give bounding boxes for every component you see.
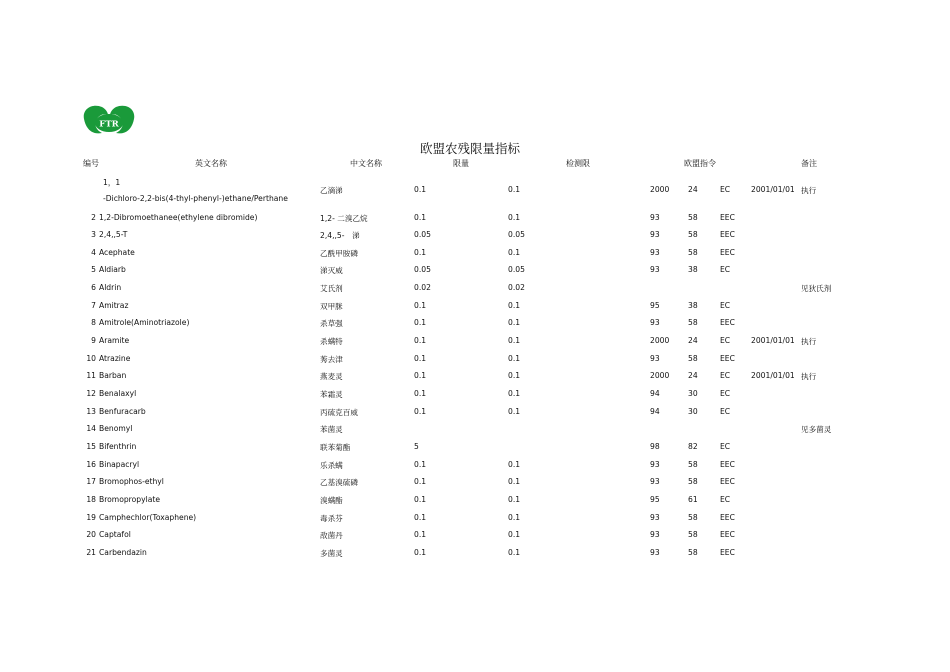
cell-english-name: Binapacryl [99,459,140,469]
cell-english-name: Benomyl [99,424,133,434]
cell-no: 17 [86,477,96,487]
cell-chinese-name: 乙基溴硫磷 [320,478,358,488]
cell-directive-type: EC [720,441,731,451]
cell-english-name: Bifenthrin [99,441,137,451]
cell-directive-year: 93 [650,530,660,540]
cell-limit: 0.02 [414,283,431,293]
cell-no: 8 [91,318,96,328]
cell-chinese-name: 乙酰甲胺磷 [320,248,358,258]
cell-limit: 0.1 [414,547,427,557]
cell-directive-type: EC [720,265,731,275]
cell-directive-year: 2000 [650,185,670,194]
cell-directive-number: 38 [688,265,698,275]
cell-chinese-name: 1,2- 二溴乙烷 [320,213,368,223]
cell-effective-date: 2001/01/01 [751,371,795,381]
cell-no: 21 [86,547,96,557]
cell-directive-type: EEC [720,547,735,557]
cell-limit: 0.1 [414,212,427,222]
cell-directive-number: 58 [688,353,698,363]
cell-detection-limit: 0.1 [508,389,521,398]
cell-directive-year: 98 [650,441,660,451]
header-limit: 限量 [453,159,469,168]
cell-no: 18 [86,494,96,504]
cell-note: 执行 [801,337,817,347]
cell-limit: 5 [414,441,419,451]
cell-chinese-name: 双甲脒 [320,301,343,311]
cell-note: 见多菌灵 [801,425,832,435]
cell-limit: 0.1 [414,512,427,522]
cell-english-name: Captafol [99,530,131,540]
cell-limit: 0.1 [414,494,427,504]
cell-limit: 0.1 [414,459,427,469]
cell-detection-limit: 0.1 [508,336,521,346]
cell-english-name: Amitrole(Aminotriazole) [99,318,190,328]
cell-chinese-name: 燕麦灵 [320,372,343,382]
cell-english-name: Benalaxyl [99,389,137,398]
cell-english-name: Aldiarb [99,265,126,275]
cell-directive-type: EC [720,300,731,310]
cell-english-name: Aldrin [99,283,122,293]
cell-chinese-name: 苯霜灵 [320,390,343,399]
cell-english-name: Benfuracarb [99,406,146,416]
cell-directive-year: 2000 [650,336,670,346]
cell-directive-type: EC [720,389,731,398]
cell-limit: 0.1 [414,406,427,416]
cell-directive-number: 24 [688,336,698,346]
header-note: 备注 [801,159,817,168]
cell-limit: 0.05 [414,230,431,240]
cell-directive-type: EC [720,494,731,504]
cell-no: 16 [86,459,96,469]
cell-directive-year: 94 [650,406,660,416]
cell-limit: 0.1 [414,185,427,194]
cell-detection-limit: 0.1 [508,371,521,381]
cell-directive-type: EEC [720,247,735,257]
cell-directive-year: 93 [650,547,660,557]
cell-no: 6 [91,283,96,293]
cell-chinese-name: 莠去津 [320,354,343,364]
cell-detection-limit: 0.1 [508,530,521,540]
cell-detection-limit: 0.05 [508,265,525,275]
cell-directive-number: 30 [688,406,698,416]
cell-no: 11 [86,371,96,381]
header-english-name: 英文名称 [195,159,227,168]
cell-directive-type: EC [720,185,731,194]
cell-directive-type: EEC [720,530,735,540]
cell-no: 2 [91,212,96,222]
cell-english-name: Amitraz [99,300,129,310]
company-logo [80,101,138,137]
cell-english-name: 2,4,,5-T [99,230,128,240]
header-eu-directive: 欧盟指令 [684,159,716,168]
cell-no: 13 [86,406,96,416]
cell-chinese-name: 联苯菊酯 [320,442,351,452]
cell-note: 执行 [801,372,817,382]
cell-detection-limit: 0.1 [508,247,521,257]
cell-directive-type: EEC [720,212,735,222]
cell-directive-year: 95 [650,494,660,504]
cell-english-name: Carbendazin [99,547,147,557]
cell-directive-year: 93 [650,512,660,522]
cell-chinese-name: 多菌灵 [320,548,343,558]
cell-limit: 0.1 [414,353,427,363]
ftr-logo-icon [80,101,138,137]
cell-directive-number: 58 [688,459,698,469]
cell-directive-type: EEC [720,318,735,328]
cell-detection-limit: 0.1 [508,477,521,487]
cell-directive-number: 24 [688,185,698,194]
cell-directive-number: 58 [688,530,698,540]
cell-directive-type: EC [720,336,731,346]
cell-detection-limit: 0.1 [508,494,521,504]
cell-chinese-name: 涕灭威 [320,266,343,276]
cell-no: 10 [86,353,96,363]
cell-chinese-name: 杀螨特 [320,337,343,347]
cell-chinese-name: 乙滴涕 [320,186,343,195]
cell-directive-number: 61 [688,494,698,504]
cell-directive-year: 93 [650,318,660,328]
cell-directive-year: 93 [650,477,660,487]
cell-detection-limit: 0.1 [508,185,521,194]
cell-directive-number: 38 [688,300,698,310]
cell-english-name: Aramite [99,336,130,346]
cell-chinese-name: 2,4,,5- 涕 [320,231,360,241]
cell-detection-limit: 0.02 [508,283,525,293]
cell-english-name: Atrazine [99,353,131,363]
cell-directive-number: 58 [688,477,698,487]
cell-directive-year: 93 [650,247,660,257]
cell-no: 14 [86,424,96,434]
cell-directive-number: 58 [688,547,698,557]
cell-directive-type: EC [720,371,731,381]
cell-chinese-name: 杀草强 [320,319,343,329]
cell-limit: 0.1 [414,247,427,257]
cell-directive-year: 93 [650,265,660,275]
cell-no: 7 [91,300,96,310]
cell-english-name: Acephate [99,247,135,257]
cell-directive-year: 93 [650,459,660,469]
cell-detection-limit: 0.1 [508,300,521,310]
cell-directive-number: 30 [688,389,698,398]
cell-chinese-name: 溴螨酯 [320,495,343,505]
cell-english-name: Barban [99,371,127,381]
cell-chinese-name: 丙硫克百威 [320,407,358,417]
cell-no: 19 [86,512,96,522]
cell-directive-number: 58 [688,230,698,240]
cell-chinese-name: 毒杀芬 [320,513,343,523]
cell-directive-year: 93 [650,353,660,363]
cell-english-name-line1: 1，1 [103,178,121,187]
cell-effective-date: 2001/01/01 [751,185,795,194]
cell-directive-type: EEC [720,477,735,487]
cell-english-name: 1,2-Dibromoethanee(ethylene dibromide) [99,212,258,222]
cell-chinese-name: 苯菌灵 [320,425,343,435]
cell-limit: 0.1 [414,477,427,487]
cell-detection-limit: 0.1 [508,512,521,522]
cell-directive-year: 94 [650,389,660,398]
cell-limit: 0.1 [414,336,427,346]
cell-chinese-name: 艾氏剂 [320,284,343,294]
cell-directive-type: EEC [720,512,735,522]
cell-no: 15 [86,441,96,451]
cell-limit: 0.05 [414,265,431,275]
cell-effective-date: 2001/01/01 [751,336,795,346]
header-chinese-name: 中文名称 [350,159,382,168]
cell-limit: 0.1 [414,318,427,328]
cell-no: 20 [86,530,96,540]
cell-no: 4 [91,247,96,257]
cell-detection-limit: 0.1 [508,353,521,363]
cell-directive-type: EEC [720,459,735,469]
cell-english-name: Camphechlor(Toxaphene) [99,512,197,522]
cell-limit: 0.1 [414,530,427,540]
cell-detection-limit: 0.05 [508,230,525,240]
cell-directive-year: 93 [650,212,660,222]
cell-directive-number: 58 [688,318,698,328]
header-no: 编号 [83,159,99,168]
cell-english-name: -Dichloro-2,2-bis(4-thyl-phenyl-)ethane/Perthane [103,194,288,203]
cell-limit: 0.1 [414,389,427,398]
cell-directive-year: 2000 [650,371,670,381]
cell-directive-number: 82 [688,441,698,451]
cell-detection-limit: 0.1 [508,212,521,222]
cell-english-name: Bromopropylate [99,494,161,504]
cell-english-name: Bromophos-ethyl [99,477,164,487]
cell-directive-number: 24 [688,371,698,381]
cell-directive-number: 58 [688,212,698,222]
cell-no: 9 [91,336,96,346]
cell-directive-number: 58 [688,247,698,257]
cell-directive-year: 93 [650,230,660,240]
cell-chinese-name: 乐杀螨 [320,460,343,470]
cell-no: 5 [91,265,96,275]
cell-directive-number: 58 [688,512,698,522]
logo-text: FTR [99,119,119,130]
cell-note: 执行 [801,186,817,195]
cell-directive-type: EC [720,406,731,416]
cell-chinese-name: 敌菌丹 [320,531,343,541]
cell-detection-limit: 0.1 [508,406,521,416]
cell-no: 3 [91,230,96,240]
page-title: 欧盟农残限量指标 [420,141,521,156]
cell-detection-limit: 0.1 [508,318,521,328]
cell-directive-type: EEC [720,353,735,363]
cell-note: 见狄氏剂 [801,284,832,294]
cell-limit: 0.1 [414,300,427,310]
cell-detection-limit: 0.1 [508,459,521,469]
cell-directive-year: 95 [650,300,660,310]
cell-limit: 0.1 [414,371,427,381]
cell-no: 12 [86,389,96,398]
header-detection-limit: 检测限 [566,159,590,168]
cell-detection-limit: 0.1 [508,547,521,557]
cell-directive-type: EEC [720,230,735,240]
